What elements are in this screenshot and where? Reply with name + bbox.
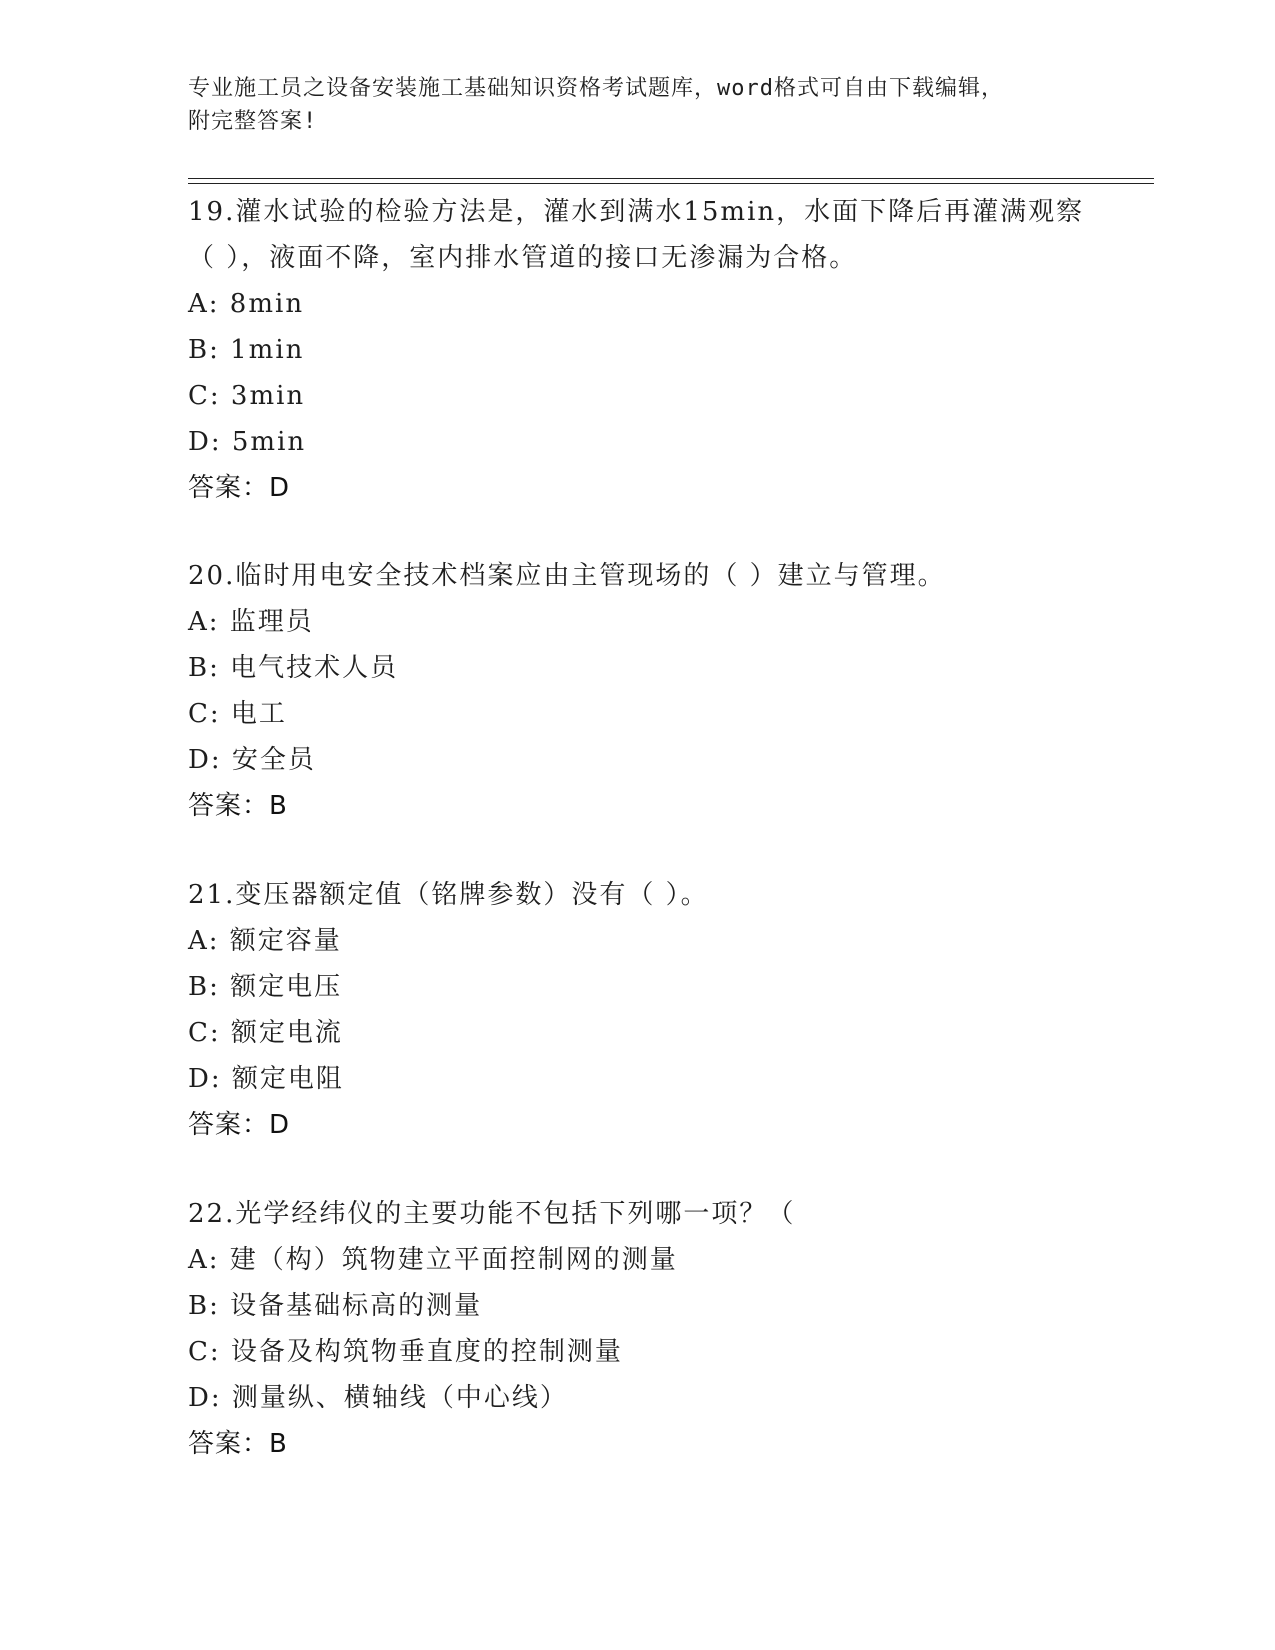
option-c: C: 额定电流: [188, 1018, 343, 1048]
option-d: D: 测量纵、横轴线（中心线）: [188, 1383, 568, 1413]
option-c: C: 电工: [188, 699, 287, 729]
question-text: 20.临时用电安全技术档案应由主管现场的（ ）建立与管理。: [188, 561, 946, 591]
question-19: [188, 189, 1088, 511]
option-d: D: 安全员: [188, 745, 316, 775]
option-c: C: 3min: [188, 381, 306, 411]
header-divider-top: [188, 178, 1154, 179]
answer: 答案：D: [188, 473, 291, 503]
option-a: A: 建（构）筑物建立平面控制网的测量: [188, 1245, 678, 1275]
question-text: 19.灌水试验的检验方法是，灌水到满水15min，水面下降后再灌满观察（ ），液面不降，室内排水管道的接口无渗漏为合格。: [188, 197, 1085, 273]
option-a: A: 8min: [188, 289, 305, 319]
answer: 答案：B: [188, 1429, 288, 1459]
question-text: 21.变压器额定值（铭牌参数）没有（ ）。: [188, 880, 709, 910]
question-21: [188, 872, 1088, 1148]
question-20: [188, 553, 1088, 829]
option-b: B: 设备基础标高的测量: [188, 1291, 483, 1321]
answer: 答案：B: [188, 791, 288, 821]
answer: 答案：D: [188, 1110, 291, 1140]
header-line-1: 专业施工员之设备安装施工基础知识资格考试题库，word格式可自由下载编辑，: [188, 76, 1004, 101]
option-a: A: 额定容量: [188, 926, 342, 956]
question-text: 22.光学经纬仪的主要功能不包括下列哪一项？（: [188, 1199, 796, 1229]
option-d: D: 额定电阻: [188, 1064, 344, 1094]
option-b: B: 额定电压: [188, 972, 343, 1002]
option-b: B: 电气技术人员: [188, 653, 399, 683]
question-22: [188, 1191, 1088, 1467]
document-header: [188, 72, 1068, 138]
option-c: C: 设备及构筑物垂直度的控制测量: [188, 1337, 623, 1367]
option-b: B: 1min: [188, 335, 305, 365]
option-a: A: 监理员: [188, 607, 314, 637]
option-d: D: 5min: [188, 427, 307, 457]
header-line-2: 附完整答案!: [188, 109, 318, 134]
header-divider-bottom: [188, 183, 1154, 184]
